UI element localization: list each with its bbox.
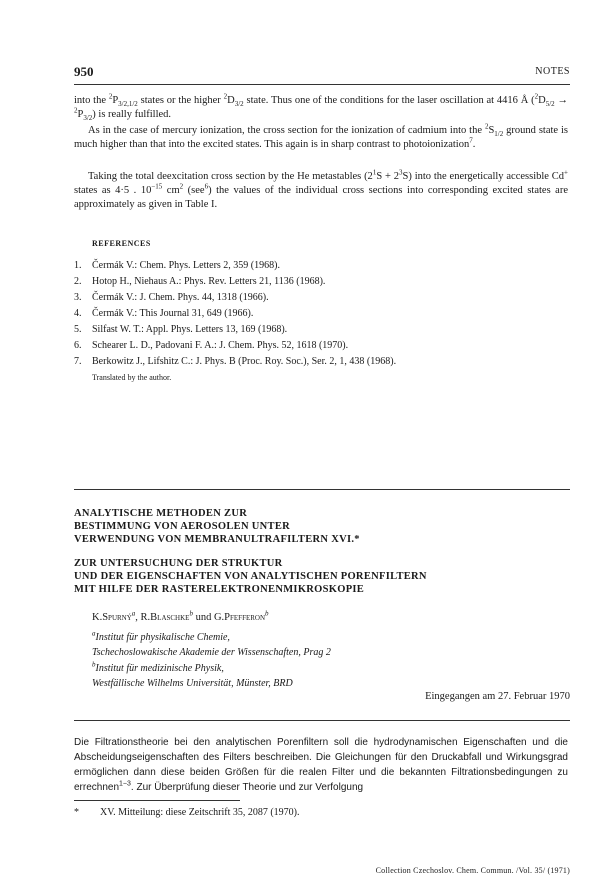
text-run: ) the values of the individual cross sections into corresponding excited states are approximately as given in Table I. bbox=[74, 185, 569, 210]
text-run: und bbox=[192, 612, 214, 623]
reference-number: 6. bbox=[74, 340, 82, 351]
section-divider bbox=[74, 489, 570, 490]
text-run: . bbox=[472, 139, 476, 150]
abstract-rule bbox=[74, 720, 570, 721]
text-run: . Zur Überprüfung dieser Theorie und zur Verfolgung bbox=[130, 782, 364, 793]
reference-text: Čermák V.: Chem. Phys. Letters 2, 359 (1968). bbox=[92, 260, 280, 271]
affiliation-mark: b bbox=[92, 660, 96, 669]
affiliation-line: Tschechoslowakische Akademie der Wissenschaften, Prag 2 bbox=[92, 647, 331, 658]
article-subtitle-line: UND DER EIGENSCHAFTEN VON ANALYTISCHEN PORENFILTERN bbox=[74, 571, 427, 582]
superscript: 2 bbox=[108, 92, 113, 101]
author-name: K.Spurný bbox=[92, 612, 132, 623]
text-run: As in the case of mercury ionization, the cross section for the ionization of cadmium into the bbox=[88, 125, 485, 136]
reference-text: Hotop H., Niehaus A.: Phys. Rev. Letters 21, 1136 (1968). bbox=[92, 276, 326, 287]
author-name: G.Pfefferon bbox=[213, 612, 266, 623]
subscript: 3/2 bbox=[234, 100, 244, 109]
text-run: D bbox=[227, 95, 235, 106]
reference-item bbox=[74, 274, 568, 290]
reference-item bbox=[74, 306, 568, 322]
author-name: R.Blaschke bbox=[140, 612, 190, 623]
text-run: P bbox=[112, 95, 119, 106]
subscript: 3/2 bbox=[83, 114, 93, 123]
text-run: states as 4·5 . 10 bbox=[74, 185, 152, 196]
superscript: 7 bbox=[469, 136, 473, 145]
reference-item bbox=[74, 338, 568, 354]
affiliation-mark: b bbox=[189, 609, 193, 618]
reference-number: 3. bbox=[74, 292, 82, 303]
text-run: Taking the total deexcitation cross section by the He metastables (2 bbox=[88, 171, 373, 182]
text-run: P bbox=[77, 109, 84, 120]
reference-item bbox=[74, 290, 568, 306]
affiliation-line: Institut für physikalische Chemie, bbox=[95, 632, 230, 643]
text-run: into the bbox=[74, 95, 109, 106]
text-run: (see bbox=[183, 185, 205, 196]
reference-number: 2. bbox=[74, 276, 82, 287]
received-date: Eingegangen am 27. Februar 1970 bbox=[425, 691, 570, 702]
references-heading: REFERENCES bbox=[92, 239, 151, 248]
article-title-line: ANALYTISCHE METHODEN ZUR bbox=[74, 508, 248, 519]
author-list bbox=[92, 609, 269, 623]
text-run: , bbox=[135, 612, 141, 623]
article-title bbox=[74, 507, 360, 546]
subscript: 1/2 bbox=[494, 130, 504, 139]
reference-number: 7. bbox=[74, 356, 82, 367]
affiliation-line: Westfällische Wilhelms Universität, Münster, BRD bbox=[92, 678, 293, 689]
footnote bbox=[74, 807, 300, 818]
paragraph-cadmium-ionization bbox=[74, 124, 568, 152]
references-list bbox=[74, 258, 568, 370]
text-run: cm bbox=[162, 185, 180, 196]
running-header-section: NOTES bbox=[535, 66, 570, 77]
paragraph-cross-sections bbox=[74, 170, 568, 212]
superscript: 2 bbox=[534, 92, 539, 101]
text-run: state. Thus one of the conditions for the laser oscillation at 4416 Å ( bbox=[243, 95, 535, 106]
abstract-text bbox=[74, 735, 568, 795]
text-run: S) into the energetically accessible Cd bbox=[402, 171, 565, 182]
reference-number: 1. bbox=[74, 260, 82, 271]
reference-item bbox=[74, 354, 568, 370]
superscript: 2 bbox=[223, 92, 228, 101]
header-rule bbox=[74, 84, 570, 85]
superscript: 2 bbox=[74, 106, 78, 115]
reference-number: 4. bbox=[74, 308, 82, 319]
paragraph-laser-oscillation bbox=[74, 94, 568, 122]
text-run: ) is really fulfilled. bbox=[92, 109, 172, 120]
affiliation-mark: a bbox=[131, 609, 136, 618]
reference-number: 5. bbox=[74, 324, 82, 335]
article-title-line: BESTIMMUNG VON AEROSOLEN UNTER bbox=[74, 521, 291, 532]
superscript: 1 bbox=[372, 168, 377, 177]
superscript: 2 bbox=[179, 182, 184, 191]
reference-text: Silfast W. T.: Appl. Phys. Letters 13, 169 (1968). bbox=[92, 324, 288, 335]
reference-text: Čermák V.: J. Chem. Phys. 44, 1318 (1966). bbox=[92, 292, 269, 303]
reference-text: Schearer L. D., Padovani F. A.: J. Chem. Phys. 52, 1618 (1970). bbox=[92, 340, 349, 351]
superscript: −15 bbox=[151, 182, 163, 191]
article-subtitle-line: ZUR UNTERSUCHUNG DER STRUKTUR bbox=[74, 558, 283, 569]
journal-citation-footer: Collection Czechoslov. Chem. Commun. /Vol. 35/ (1971) bbox=[375, 866, 570, 875]
superscript: 2 bbox=[484, 122, 489, 131]
reference-text: Čermák V.: This Journal 31, 649 (1966). bbox=[92, 308, 254, 319]
affiliation-mark: b bbox=[265, 609, 269, 618]
text-run: Die Filtrationstheorie bei den analytischen Porenfiltern soll die hydrodynamischen Eigenschaften und die Abscheidungseigenschaften des Filters beschreiben. Die Gleichungen für den Druckabfall und Wirkungsgrad ermöglichen dann diese beiden Größen für die realen Filter und die bekannten Filtrationsbedingungen zu errechnen bbox=[74, 737, 568, 793]
text-run: ground state is much higher than that into the excited states. This again is in sharp contrast to photoionization bbox=[74, 125, 568, 150]
reference-item bbox=[74, 258, 568, 274]
text-run: D bbox=[538, 95, 546, 106]
subscript: 3/2,1/2 bbox=[118, 100, 138, 109]
text-run: S + 2 bbox=[376, 171, 400, 182]
translation-note: Translated by the author. bbox=[92, 373, 172, 382]
affiliation-a bbox=[92, 630, 331, 660]
text-run: → bbox=[554, 95, 569, 106]
affiliation-b bbox=[92, 661, 293, 691]
superscript: 6 bbox=[204, 182, 209, 191]
footnote-rule bbox=[74, 800, 240, 801]
reference-text: Berkowitz J., Lifshitz C.: J. Phys. B (Proc. Roy. Soc.), Ser. 2, 1, 438 (1968). bbox=[92, 356, 397, 367]
superscript: + bbox=[564, 168, 568, 177]
page-number: 950 bbox=[74, 64, 94, 79]
superscript: 3 bbox=[399, 168, 403, 177]
text-run: states or the higher bbox=[137, 95, 224, 106]
affiliation-mark: a bbox=[92, 629, 96, 638]
footnote-text: XV. Mitteilung: diese Zeitschrift 35, 2087 (1970). bbox=[100, 807, 300, 818]
article-subtitle-line: MIT HILFE DER RASTERELEKTRONENMIKROSKOPIE bbox=[74, 584, 365, 595]
affiliation-line: Institut für medizinische Physik, bbox=[95, 663, 224, 674]
footnote-mark: * bbox=[74, 807, 79, 818]
citation-superscript: 1−3 bbox=[119, 780, 131, 788]
reference-item bbox=[74, 322, 568, 338]
article-subtitle bbox=[74, 557, 427, 596]
subscript: 5/2 bbox=[545, 100, 555, 109]
text-run: S bbox=[488, 125, 495, 136]
article-title-line: VERWENDUNG VON MEMBRANULTRAFILTERN XVI.* bbox=[74, 534, 360, 545]
